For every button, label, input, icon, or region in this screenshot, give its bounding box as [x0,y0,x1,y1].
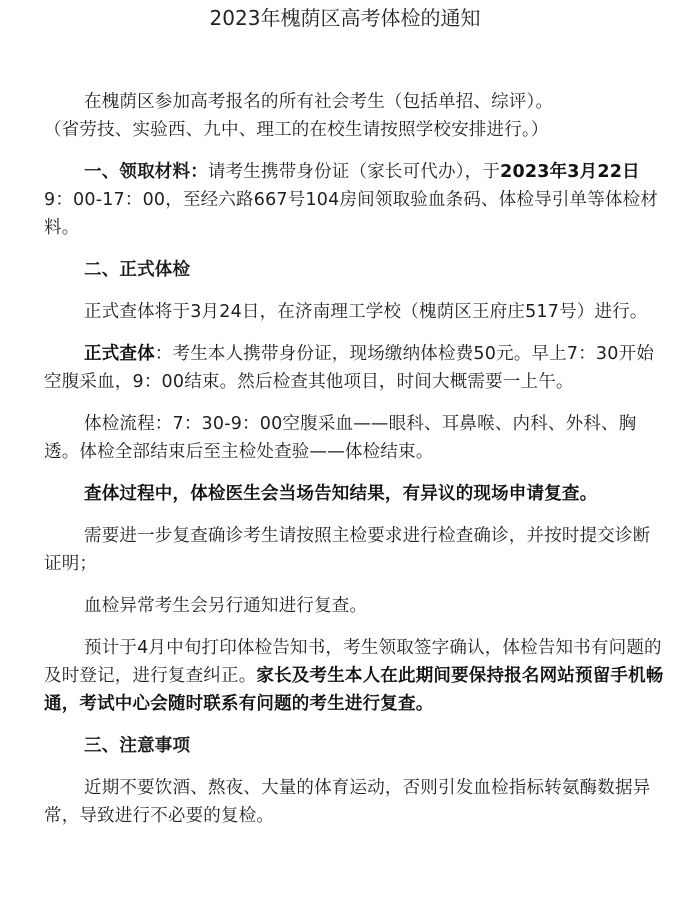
notice-body [44,88,664,830]
section3-heading: 三、注意事项 [84,736,191,756]
section1-date: 2023年3月22日 [500,162,640,182]
section2-heading: 二、正式体检 [84,260,191,280]
section2-paragraph-3: 体检流程：7：30-9：00空腹采血——眼科、耳鼻喉、内科、外科、胸透。体检全部结束后至主检处查验——体检结束。 [44,414,637,462]
section3-paragraph-1: 近期不要饮酒、熬夜、大量的体育运动，否则引发血检指标转氨酶数据异常，导致进行不必要的复检。 [44,778,651,826]
section2-paragraph-4: 查体过程中，体检医生会当场告知结果，有异议的现场申请复查。 [84,484,598,504]
section2-p2-label: 正式查体 [84,344,155,364]
section1-text-b: 9：00-17：00，至经六路667号104房间领取验血条码、体检导引单等体检材料。 [44,190,659,238]
section2-p7-normal: 预计于4月中旬打印体检告知书，考生领取签字确认，体检告知书有问题的及时登记，进行复查纠正。 [44,638,662,686]
section2-paragraph-1: 正式查体将于3月24日，在济南理工学校（槐荫区王府庄517号）进行。 [84,302,648,322]
section2-p2-text: ：考生本人携带身份证，现场缴纳体检费50元。早上7：30开始空腹采血，9：00结束。然后检查其他项目，时间大概需要一上午。 [44,344,654,392]
section1-text-a: 请考生携带身份证（家长可代办），于 [207,162,501,182]
section2-paragraph-6: 血检异常考生会另行通知进行复查。 [84,596,368,616]
intro-paragraph-2: （省劳技、实验西、九中、理工的在校生请按照学校安排进行。） [44,120,549,140]
section1-paragraph [44,158,664,242]
page-title: 2023年槐荫区高考体检的通知 [209,6,481,30]
section2-paragraph-2 [44,340,664,396]
section2-paragraph-7 [44,634,664,718]
intro-paragraph-1: 在槐荫区参加高考报名的所有社会考生（包括单招、综评）。 [84,92,554,112]
section1-label: 一、领取材料： [84,162,208,182]
section2-paragraph-5: 需要进一步复查确诊考生请按照主检要求进行检查确诊，并按时提交诊断证明； [44,526,651,574]
section2-p7-bold: 家长及考生本人在此期间要保持报名网站预留手机畅通，考试中心会随时联系有问题的考生进行复查。 [44,666,664,714]
